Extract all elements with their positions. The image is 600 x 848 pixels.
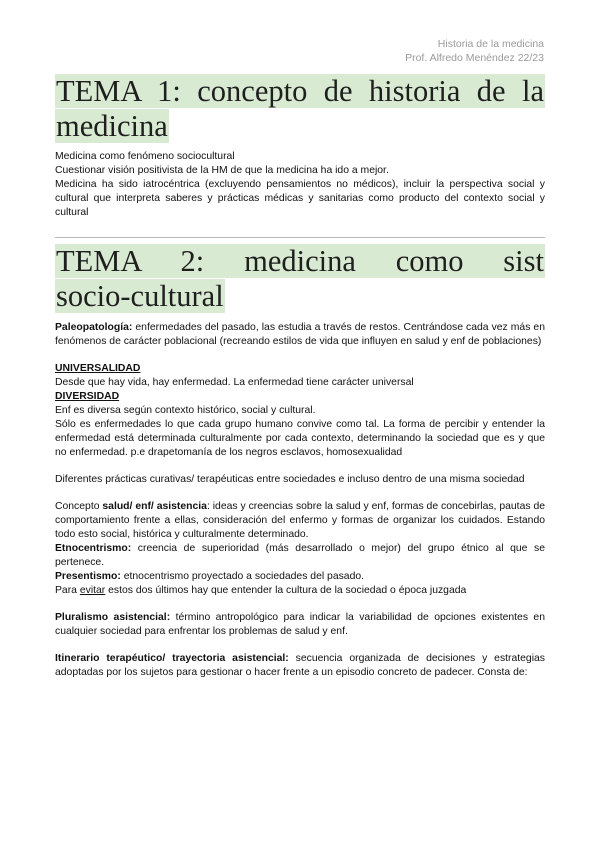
tema2-title-line1: TEMA 2: medicina como sist [56, 244, 544, 278]
diversidad-text: Sólo es enfermedades lo que cada grupo humano convive como tal. La forma de percibir y entender la enfermedad está determinada culturalmente por cada contexto, determinando la sociedad que es y que no enfermedad. p.e drapetomanía de los negros esclavos, homosexualidad [55, 419, 545, 458]
presentismo-paragraph [55, 570, 545, 584]
concepto-text: : ideas y creencias sobre la salud y enf, formas de concebirlas, pautas de comportamiento frente a ellas, consideración del enfermo y formas de organizar los cuidados. Estando todo esto social, histórica y culturalmente determinado. [55, 501, 545, 540]
paleopatologia-text: enfermedades del pasado, las estudia a través de restos. Centrándose cada vez más en fenómenos de carácter poblacional (recreando estilos de vida que influyen en salud y enf de poblaciones) [55, 322, 545, 347]
concepto-term: salud/ enf/ asistencia [102, 501, 207, 512]
header-course: Historia de la medicina [437, 38, 544, 50]
evitar-prefix: Para [55, 585, 80, 596]
section-divider [55, 237, 545, 238]
concepto-paragraph [55, 500, 545, 542]
document-body [55, 74, 545, 680]
pluralismo-term: Pluralismo asistencial: [55, 612, 171, 623]
diversidad-text: Enf es diversa según contexto histórico, social y cultural. [55, 405, 316, 416]
pluralismo-paragraph [55, 611, 545, 639]
header-professor: Prof. Alfredo Menéndez 22/23 [405, 52, 544, 64]
etnocentrismo-term: Etnocentrismo: [55, 543, 132, 554]
tema1-paragraph: Cuestionar visión positivista de la HM de que la medicina ha ido a mejor. [55, 165, 389, 176]
evitar-paragraph [55, 584, 545, 598]
diversidad-label [55, 390, 545, 404]
tema2-title-line2: socio-cultural [56, 279, 224, 313]
diversidad-heading: DIVERSIDAD [55, 391, 120, 402]
tema1-paragraph: Medicina ha sido iatrocéntrica (excluyendo pensamientos no médicos), incluir la perspectiva social y cultural que interpreta saberes y prácticas médicas y sanitarias como producto del contexto social y cultural [55, 179, 545, 218]
evitar-text: estos dos últimos hay que entender la cultura de la sociedad o época juzgada [105, 585, 467, 596]
itinerario-paragraph [55, 652, 545, 680]
page-header [405, 37, 544, 65]
itinerario-text: secuencia organizada de decisiones y estrategias adoptadas por los sujetos para gestionar o hacer frente a un episodio concreto de padecer. Consta de: [55, 653, 545, 678]
practicas-paragraph: Diferentes prácticas curativas/ terapéuticas entre sociedades e incluso dentro de una misma sociedad [55, 474, 525, 485]
pluralismo-text: término antropológico para indicar la variabilidad de opciones existentes en cualquier sociedad para enfrentar los problemas de salud y enf. [55, 612, 545, 637]
universalidad-heading: UNIVERSALIDAD [55, 363, 141, 374]
concepto-prefix: Concepto [55, 501, 103, 512]
itinerario-term: Itinerario terapéutico/ trayectoria asistencial: [55, 653, 289, 664]
presentismo-text: etnocentrismo proyectado a sociedades del pasado. [120, 571, 365, 582]
paleopatologia-paragraph [55, 321, 545, 349]
tema1-title-line1: TEMA 1: concepto de historia de la [56, 74, 544, 108]
paleopatologia-term: Paleopatología: [55, 322, 133, 333]
tema2-heading [55, 244, 545, 314]
tema1-title-line2: medicina [56, 109, 168, 143]
presentismo-term: Presentismo: [55, 571, 121, 582]
universalidad-label [55, 362, 545, 376]
tema1-paragraph: Medicina como fenómeno sociocultural [55, 151, 235, 162]
tema1-heading [55, 74, 545, 144]
universalidad-text: Desde que hay vida, hay enfermedad. La enfermedad tiene carácter universal [55, 377, 414, 388]
evitar-underlined: evitar [79, 585, 106, 596]
etnocentrismo-paragraph [55, 542, 545, 570]
etnocentrismo-text: creencia de superioridad (más desarrollado o mejor) del grupo étnico al que se pertenece. [55, 543, 545, 568]
